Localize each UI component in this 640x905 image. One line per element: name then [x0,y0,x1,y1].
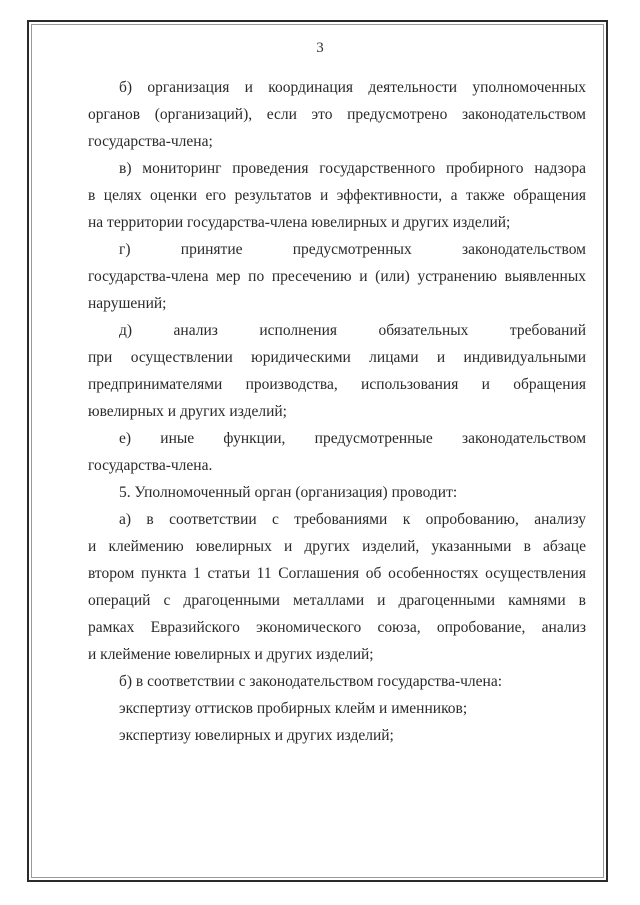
text-line: при осуществлении юридическими лицами и индивидуальными [88,349,586,366]
text-line: е) иные функции, предусмотренные законодательством [119,430,586,447]
text-line: государства-члена. [88,457,213,474]
text-line: а) в соответствии с требованиями к опробованию, анализу [119,511,586,528]
text-line: в целях оценки его результатов и эффективности, а также обращения [88,187,586,204]
text-line: государства-члена мер по пресечению и (или) устранению выявленных [88,268,586,285]
text-line: операций с драгоценными металлами и драгоценными камнями в [88,592,586,609]
text-line: государства-члена; [88,133,213,150]
text-line: втором пункта 1 статьи 11 Соглашения об особенностях осуществления [88,565,586,582]
text-line: на территории государства-члена ювелирных и других изделий; [88,214,511,231]
text-line: экспертизу оттисков пробирных клейм и именников; [119,700,468,717]
text-line: рамках Евразийского экономического союза, опробование, анализ [88,619,586,636]
text-line: и клеймение ювелирных и других изделий; [88,646,374,663]
text-line: предпринимателями производства, использования и обращения [88,376,586,393]
text-line: органов (организаций), если это предусмотрено законодательством [88,106,586,123]
text-line: экспертизу ювелирных и других изделий; [119,727,394,744]
document-body [88,74,586,749]
text-line: б) в соответствии с законодательством государства-члена: [119,673,503,690]
text-line: б) организация и координация деятельности уполномоченных [119,79,586,96]
text-line: 5. Уполномоченный орган (организация) проводит: [119,484,458,501]
text-line: д) анализ исполнения обязательных требований [119,322,586,339]
text-line: в) мониторинг проведения государственного пробирного надзора [119,160,586,177]
text-line: г) принятие предусмотренных законодательством [119,241,586,258]
page-number: 3 [316,40,324,56]
text-line: нарушений; [88,295,167,312]
text-line: и клеймению ювелирных и других изделий, указанными в абзаце [88,538,586,555]
text-line: ювелирных и других изделий; [88,403,287,420]
